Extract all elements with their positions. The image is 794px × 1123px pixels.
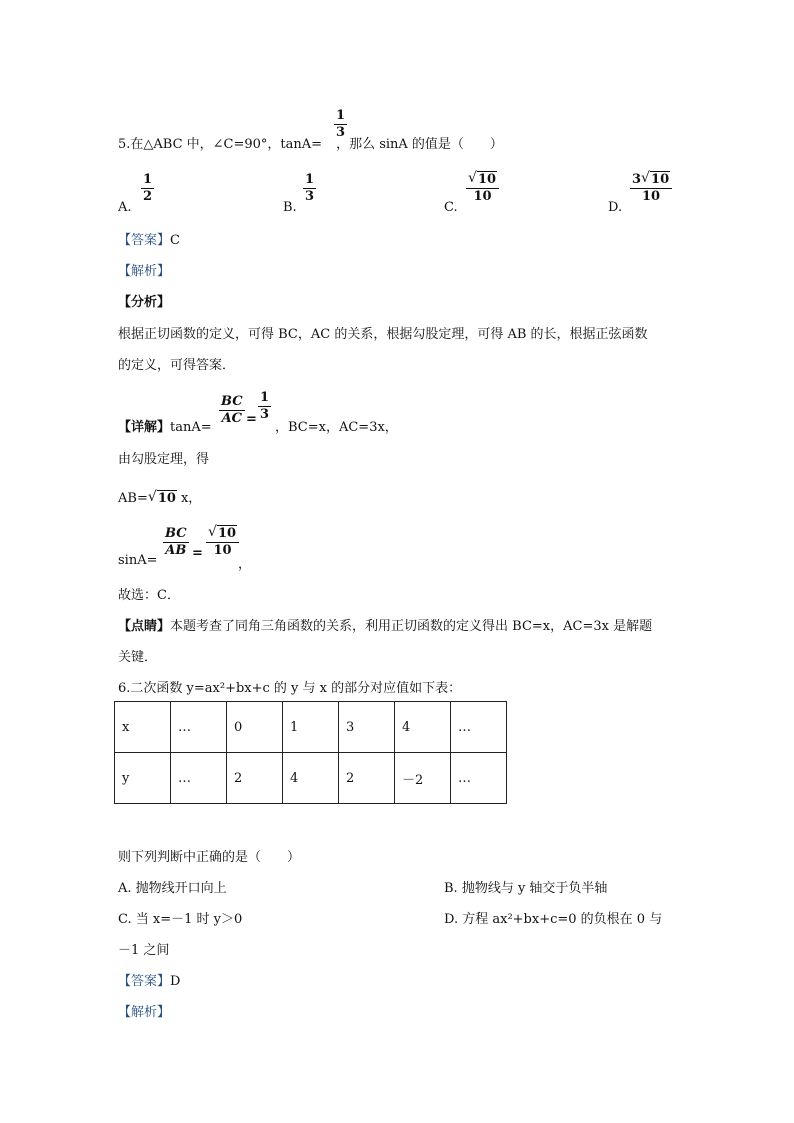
q6-jiexi-label: 【解析】 — [118, 1005, 171, 1020]
table-cell: 3 — [339, 702, 395, 753]
q6-answer: 【答案】D — [118, 974, 181, 989]
q6-stem: 6.二次函数 y=ax²+bx+c 的 y 与 x 的部分对应值如下表： — [118, 681, 462, 696]
gougu-line: 由勾股定理，得 — [118, 452, 210, 467]
dianjing-line1: 【点睛】本题考查了同角三角函数的关系，利用正切函数的定义得出 BC=x，AC=3x 是解题 — [118, 619, 653, 634]
dianjing-line2: 关键． — [118, 650, 158, 665]
q6-option-c: C. 当 x=－1 时 y＞0 — [118, 912, 243, 927]
guxuan-line: 故选：C． — [118, 588, 180, 603]
bc-over-ab-fraction: $\frac{BC}{AB}$ — [165, 526, 187, 558]
q6-option-d: D. 方程 ax²+bx+c=0 的负根在 0 与 — [444, 912, 663, 927]
q5-answer: 【答案】C — [118, 233, 180, 248]
one-third-fraction: $\frac{1}{3}$ — [260, 390, 270, 422]
q6-option-d-cont: －1 之间 — [118, 943, 170, 958]
sqrt10-over-10-fraction: √ 10 10 — [206, 526, 239, 559]
option-a-letter: A. — [118, 200, 132, 215]
table-cell: 4 — [283, 753, 339, 804]
table-cell: … — [451, 753, 507, 804]
option-d-letter: D. — [608, 200, 623, 215]
sqrt-symbol: √ 10 — [468, 170, 497, 187]
q5-stem: 5.在△ABC 中，∠C=90°，tanA= ，那么 sinA 的值是（ ） — [118, 137, 503, 152]
equals-sign: = — [192, 546, 203, 561]
table-row — [115, 753, 507, 804]
bc-over-ac-fraction: $\frac{BC}{AC}$ — [221, 394, 243, 426]
option-c-fraction: √ 10 10 — [466, 172, 499, 205]
table-cell: x — [115, 702, 171, 753]
tan-fraction: $\frac{1}{3}$ — [336, 108, 346, 140]
option-d-fraction: 3 √ 10 10 — [630, 172, 672, 205]
q6-option-a: A. 抛物线开口向上 — [118, 881, 227, 896]
sin-prefix: sinA= — [118, 553, 158, 568]
q5-fenxi-line2: 的定义，可得答案． — [118, 358, 236, 373]
table-cell: … — [171, 753, 227, 804]
table-cell: 0 — [227, 702, 283, 753]
sin-suffix: ， — [238, 557, 252, 572]
q5-jiexi-label: 【解析】 — [118, 264, 171, 279]
table-cell: 2 — [227, 753, 283, 804]
option-c-letter: C. — [444, 200, 458, 215]
ab-expression: AB= √ 10 x， — [118, 489, 202, 506]
value-table — [114, 701, 507, 804]
table-cell: 1 — [283, 702, 339, 753]
equals-sign: = — [246, 412, 257, 427]
q6-question: 则下列判断中正确的是（ ） — [118, 850, 301, 865]
table-cell: … — [171, 702, 227, 753]
q5-detail-suffix: ，BC=x，AC=3x， — [275, 420, 398, 435]
table-row — [115, 702, 507, 753]
option-b-fraction: $\frac{1}{3}$ — [305, 172, 315, 204]
option-a-fraction: $\frac{1}{2}$ — [143, 172, 153, 204]
table-cell: －2 — [395, 753, 451, 804]
q6-option-b: B. 抛物线与 y 轴交于负半轴 — [444, 881, 608, 896]
sqrt-symbol: √ 10 — [641, 170, 670, 187]
q5-fenxi-line1: 根据正切函数的定义，可得 BC，AC 的关系，根据勾股定理，可得 AB 的长，根据正弦函数 — [118, 327, 648, 342]
sqrt-symbol: √ 10 — [147, 489, 176, 506]
q5-detail-prefix: 【详解】tanA= — [118, 420, 212, 435]
table-cell: y — [115, 753, 171, 804]
table-cell: … — [451, 702, 507, 753]
table-cell: 2 — [339, 753, 395, 804]
sqrt-symbol: √ 10 — [208, 524, 237, 541]
q5-fenxi-label: 【分析】 — [118, 295, 171, 310]
table-cell: 4 — [395, 702, 451, 753]
option-b-letter: B. — [283, 200, 297, 215]
